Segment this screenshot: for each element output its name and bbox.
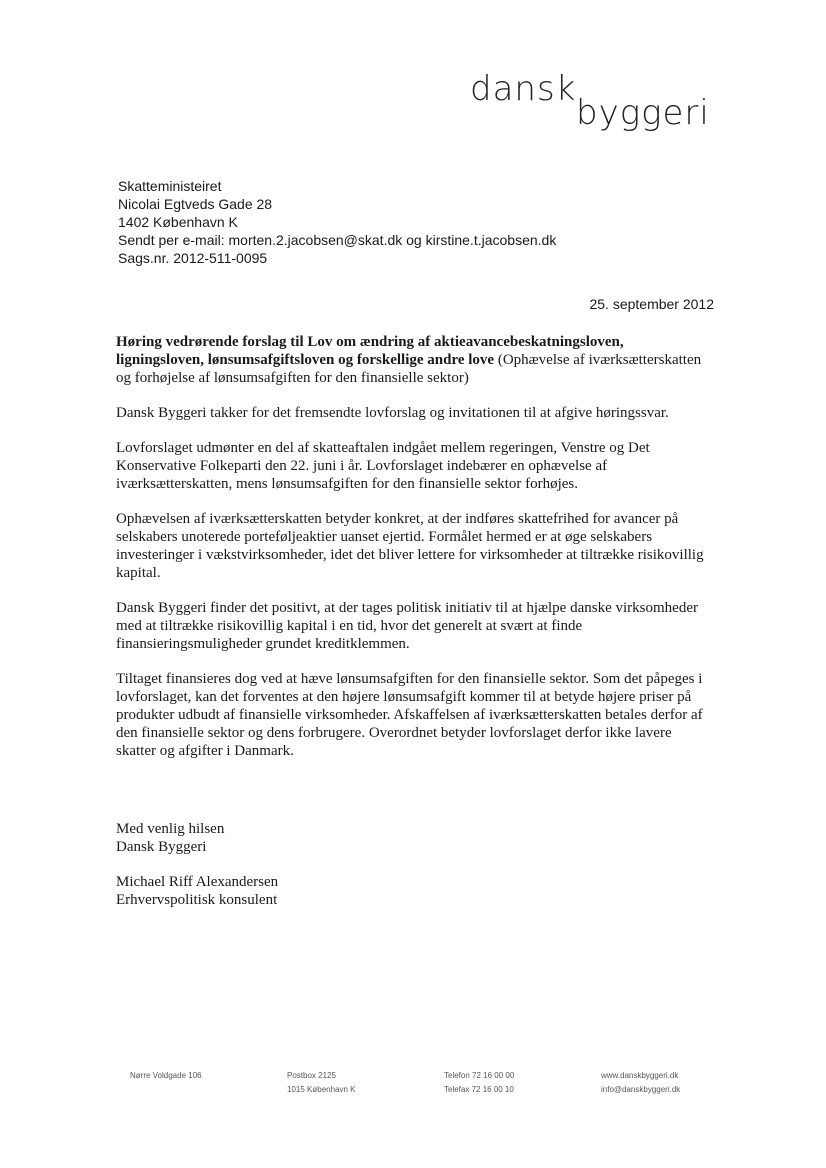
letter-date: 25. september 2012 [589, 296, 714, 312]
subject-normal: (Ophævelse af iværksætterskatten og forhøjelse af lønsumsafgiften for den finansielle sektor) [116, 352, 702, 386]
footer-fax: Telefax 72 16 00 10 [444, 1085, 514, 1094]
recipient-line: Skatteministeiret [118, 178, 222, 194]
footer-postbox-line: Postbox 2125 [287, 1071, 336, 1080]
recipient-line: Sags.nr. 2012-511-0095 [118, 250, 268, 266]
body-paragraph: Lovforslaget udmønter en del af skatteaftalen indgået mellem regeringen, Venstre og Det Konservative Folkeparti den 22. juni i år. Lovforslaget indebærer en ophævelse af iværksætterskatten, mens lønsumsafgiften for den finansielle sektor forhøjes. [116, 440, 650, 492]
subject-line [116, 333, 714, 387]
body-paragraph: Dansk Byggeri finder det positivt, at der tages politisk initiativ til at hjælpe danske virksomheder med at tiltrække risikovillig kapital i en tid, hvor det generelt at svært at finde finansieringsmuligheder grundet kreditklemmen. [116, 600, 698, 652]
footer-web [601, 1069, 680, 1097]
company-logo [470, 69, 730, 142]
footer-address [130, 1069, 202, 1083]
subject-bold: Høring vedrørende forslag til Lov om ændring af aktieavancebeskatningsloven, ligningsloven, lønsumsafgiftsloven og forskellige andre love [116, 334, 624, 368]
footer-phones [444, 1069, 514, 1097]
footer-email: info@danskbyggeri.dk [601, 1085, 681, 1094]
letter-closing [116, 820, 278, 909]
recipient-line: 1402 København K [118, 214, 238, 230]
closing-greeting: Med venlig hilsen [116, 821, 225, 837]
footer-street: Nørre Voldgade 106 [130, 1071, 202, 1080]
letter-body [116, 333, 714, 777]
signer-name: Michael Riff Alexandersen [116, 874, 279, 890]
body-paragraph: Dansk Byggeri takker for det fremsendte lovforslag og invitationen til at afgive høringssvar. [116, 405, 669, 421]
body-paragraph: Ophævelsen af iværksætterskatten betyder konkret, at der indføres skattefrihed for avancer på selskabers unoterede porteføljeaktier uanset ejertid. Formålet hermed er at øge selskabers investeringer i vækstvirksomheder, idet det bliver lettere for virksomheder at tiltrække risikovillig kapital. [116, 511, 704, 581]
recipient-line: Sendt per e-mail: morten.2.jacobsen@skat.dk og kirstine.t.jacobsen.dk [118, 232, 557, 248]
logo-text-dansk: dansk [470, 69, 577, 109]
footer-postbox [287, 1069, 356, 1097]
footer-postcity: 1015 København K [287, 1085, 356, 1094]
recipient-line: Nicolai Egtveds Gade 28 [118, 196, 273, 212]
recipient-address [118, 177, 556, 267]
footer-phone: Telefon 72 16 00 00 [444, 1071, 515, 1080]
body-paragraph: Tiltaget finansieres dog ved at hæve lønsumsafgiften for den finansielle sektor. Som det påpeges i lovforslaget, kan det forventes at den højere lønsumsafgift kommer til at betyde højere priser på produkter udbudt af finansielle virksomheder. Afskaffelsen af iværksætterskatten betales derfor af den finansielle sektor og dens forbrugere. Overordnet betyder lovforslaget derfor ikke lavere skatter og afgifter i Danmark. [116, 671, 703, 759]
closing-org: Dansk Byggeri [116, 839, 207, 855]
footer-website: www.danskbyggeri.dk [601, 1071, 679, 1080]
logo-text-byggeri: byggeri [576, 93, 710, 133]
signer-title: Erhvervspolitisk konsulent [116, 892, 278, 908]
